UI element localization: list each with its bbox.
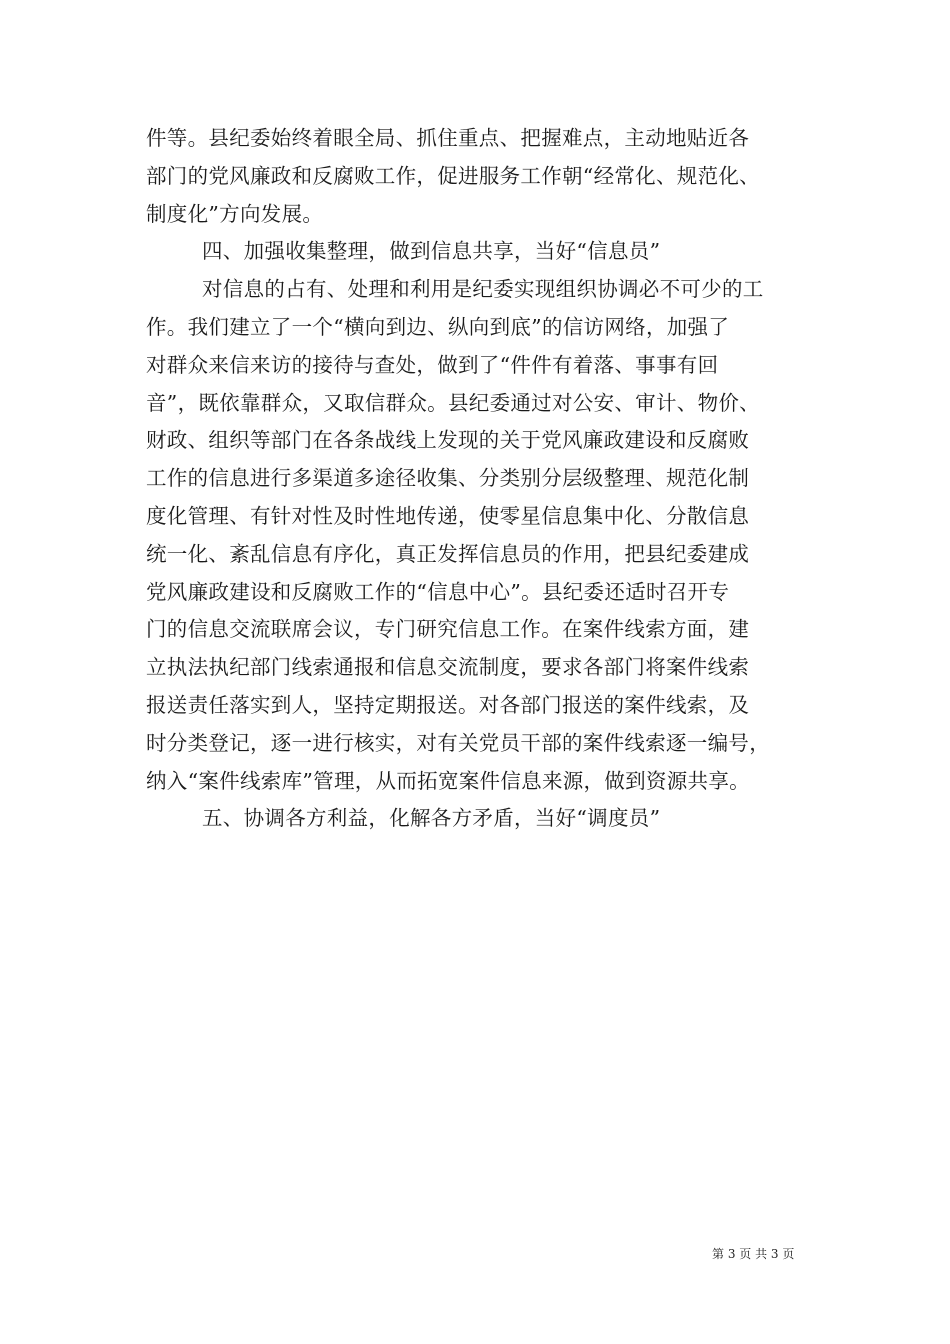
text-line: 纳入“案件线索库”管理，从而拓宽案件信息来源，做到资源共享。 xyxy=(146,768,750,793)
text-line: 对群众来信来访的接待与查处，做到了“件件有着落、事事有回 xyxy=(146,352,719,377)
page-number-footer: 第 3 页 共 3 页 xyxy=(712,1247,795,1261)
text-line: 党风廉政建设和反腐败工作的“信息中心”。县纪委还适时召开专 xyxy=(146,579,730,604)
text-line: 制度化”方向发展。 xyxy=(146,201,324,226)
body-text xyxy=(146,120,836,838)
text-line: 报送责任落实到人，坚持定期报送。对各部门报送的案件线索，及 xyxy=(146,692,750,717)
section-heading: 五、协调各方利益，化解各方矛盾，当好“调度员” xyxy=(202,806,661,831)
text-line: 部门的党风廉政和反腐败工作，促进服务工作朝“经常化、规范化、 xyxy=(146,163,760,188)
text-line: 作。我们建立了一个“横向到边、纵向到底”的信访网络，加强了 xyxy=(146,314,730,339)
section-heading: 四、加强收集整理，做到信息共享，当好“信息员” xyxy=(202,239,661,264)
text-line: 音”，既依靠群众，又取信群众。县纪委通过对公安、审计、物价、 xyxy=(146,390,760,415)
text-line: 财政、组织等部门在各条战线上发现的关于党风廉政建设和反腐败 xyxy=(146,428,750,453)
text-line: 立执法执纪部门线索通报和信息交流制度，要求各部门将案件线索 xyxy=(146,655,750,680)
text-line: 工作的信息进行多渠道多途径收集、分类别分层级整理、规范化制 xyxy=(146,466,750,491)
text-line: 时分类登记，逐一进行核实，对有关党员干部的案件线索逐一编号， xyxy=(146,730,770,755)
text-line: 对信息的占有、处理和利用是纪委实现组织协调必不可少的工 xyxy=(202,277,764,302)
text-line: 统一化、紊乱信息有序化，真正发挥信息员的作用，把县纪委建成 xyxy=(146,541,750,566)
text-line: 件等。县纪委始终着眼全局、抓住重点、把握难点，主动地贴近各 xyxy=(146,126,750,150)
text-line: 门的信息交流联席会议，专门研究信息工作。在案件线索方面，建 xyxy=(146,617,750,642)
text-line: 度化管理、有针对性及时性地传递，使零星信息集中化、分散信息 xyxy=(146,503,750,528)
